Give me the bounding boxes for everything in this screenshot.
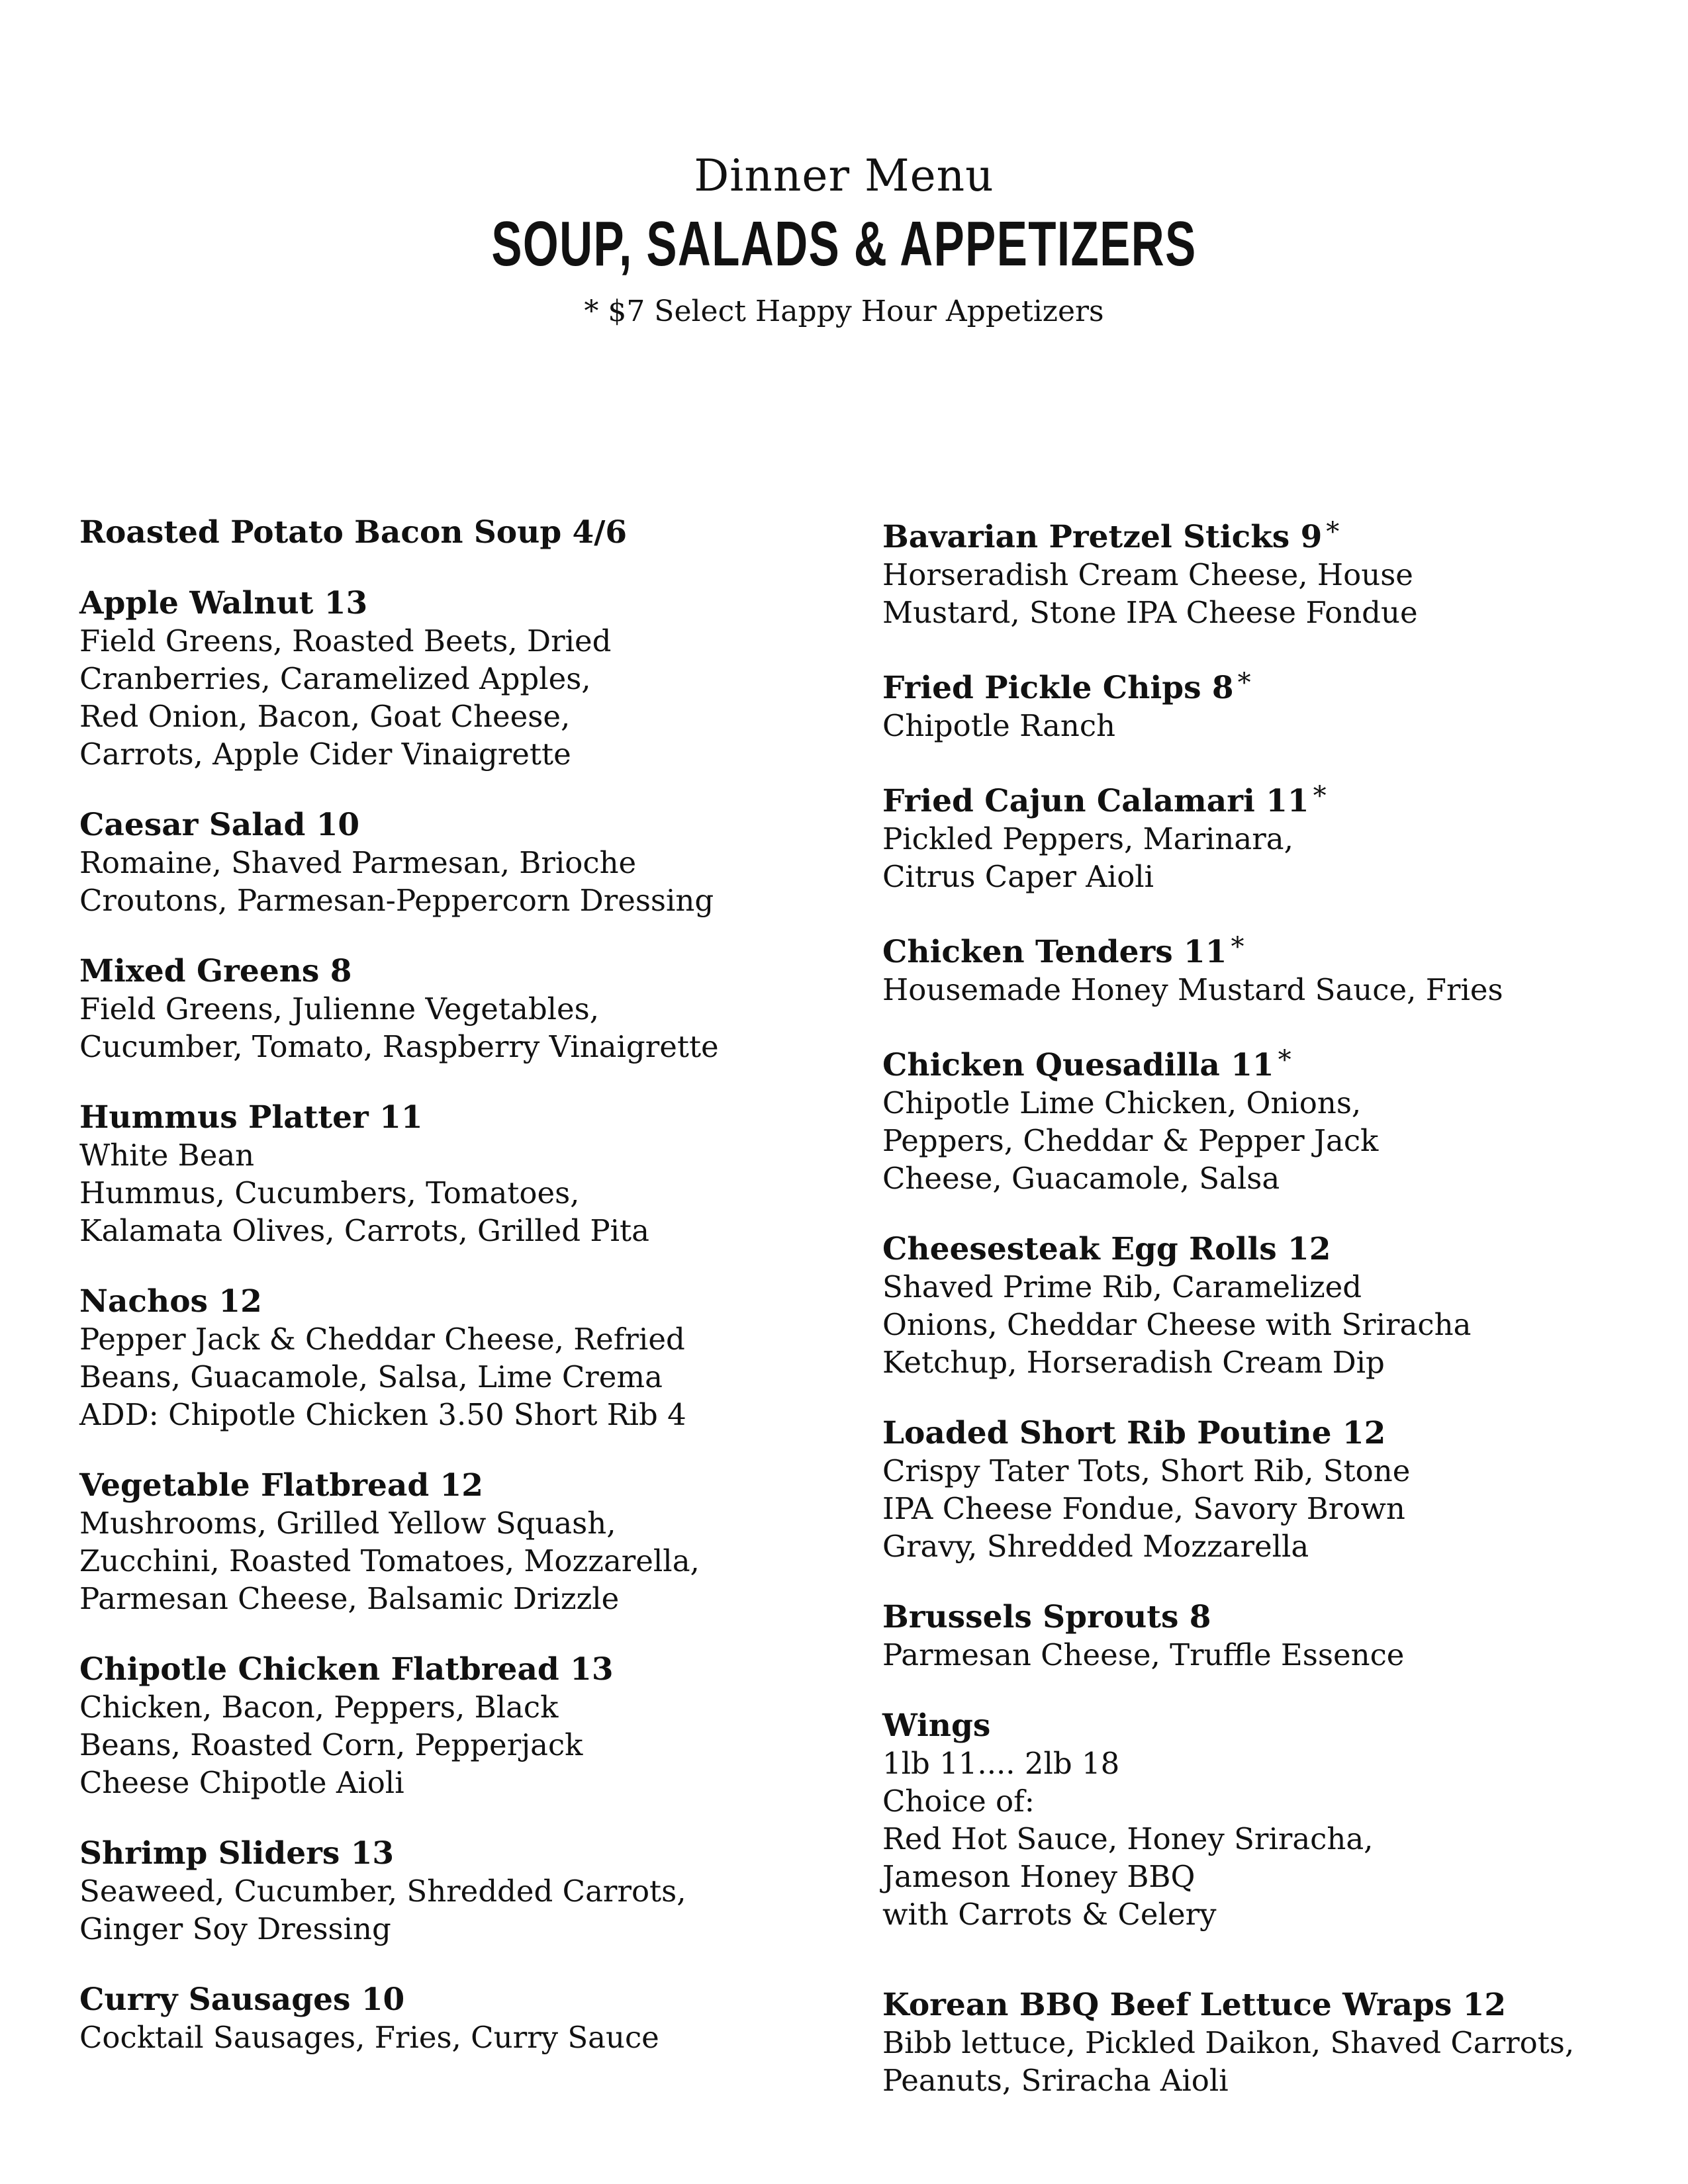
menu-item-description: White Bean Hummus, Cucumbers, Tomatoes, Kalamata Olives, Carrots, Grilled Pita bbox=[79, 1138, 649, 1248]
menu-item bbox=[882, 1707, 1650, 1933]
menu-item-name bbox=[79, 1099, 847, 1136]
page-title: SOUP, SALADS & APPETIZERS bbox=[491, 208, 1197, 279]
menu-column-left bbox=[79, 514, 847, 2089]
menu-item bbox=[882, 1042, 1650, 1197]
happy-hour-note: * $7 Select Happy Hour Appetizers bbox=[584, 294, 1104, 328]
happy-hour-marker: * bbox=[1237, 668, 1251, 698]
menu-header bbox=[0, 152, 1688, 329]
menu-item-description: Pickled Peppers, Marinara, Citrus Caper Aioli bbox=[882, 821, 1293, 894]
menu-item-description: 1lb 11.... 2lb 18 Choice of: Red Hot Sauce, Honey Sriracha, Jameson Honey BBQ with Carrots & Celery bbox=[882, 1746, 1374, 1932]
menu-item-description: Romaine, Shaved Parmesan, Brioche Croutons, Parmesan-Peppercorn Dressing bbox=[79, 845, 714, 918]
menu-item bbox=[79, 1981, 847, 2056]
menu-item-name bbox=[882, 1707, 1650, 1745]
menu-item-title: Chicken Tenders 11 bbox=[882, 934, 1227, 970]
menu-item-title: Chipotle Chicken Flatbread 13 bbox=[79, 1651, 614, 1688]
menu-item-title: Loaded Short Rib Poutine 12 bbox=[882, 1415, 1386, 1451]
menu-item-name bbox=[882, 664, 1650, 707]
menu-item bbox=[882, 664, 1650, 745]
menu-item bbox=[882, 1230, 1650, 1381]
menu-item-name bbox=[79, 806, 847, 844]
menu-item bbox=[882, 1986, 1650, 2099]
menu-column-right bbox=[882, 514, 1650, 2132]
happy-hour-marker: * bbox=[1326, 517, 1340, 547]
menu-item-description: Pepper Jack & Cheddar Cheese, Refried Beans, Guacamole, Salsa, Lime Crema ADD: Chipotle Chicken 3.50 Short Rib 4 bbox=[79, 1322, 686, 1432]
menu-item-name bbox=[79, 1651, 847, 1688]
menu-item-title: Chicken Quesadilla 11 bbox=[882, 1047, 1274, 1083]
happy-hour-marker: * bbox=[1313, 781, 1327, 811]
menu-item-description: Crispy Tater Tots, Short Rib, Stone IPA Cheese Fondue, Savory Brown Gravy, Shredded Mozzarella bbox=[882, 1453, 1411, 1564]
menu-item bbox=[79, 952, 847, 1066]
menu-item-description: Chipotle Ranch bbox=[882, 708, 1116, 743]
menu-item bbox=[882, 929, 1650, 1009]
menu-item-title: Wings bbox=[882, 1707, 991, 1744]
menu-item-title: Mixed Greens 8 bbox=[79, 953, 352, 989]
menu-item-name bbox=[882, 929, 1650, 971]
menu-item bbox=[79, 1835, 847, 1948]
menu-item-name bbox=[79, 1981, 847, 2019]
menu-item-description: Chicken, Bacon, Peppers, Black Beans, Roasted Corn, Pepperjack Cheese Chipotle Aioli bbox=[79, 1690, 583, 1800]
menu-item-description: Field Greens, Julienne Vegetables, Cucumber, Tomato, Raspberry Vinaigrette bbox=[79, 991, 719, 1064]
menu-item bbox=[79, 584, 847, 773]
menu-item-description: Cocktail Sausages, Fries, Curry Sauce bbox=[79, 2020, 659, 2055]
menu-item-name bbox=[79, 1467, 847, 1504]
menu-item bbox=[882, 514, 1650, 631]
menu-item-name bbox=[79, 514, 847, 551]
menu-item-title: Korean BBQ Beef Lettuce Wraps 12 bbox=[882, 1987, 1507, 2023]
menu-item bbox=[79, 1099, 847, 1250]
menu-item-title: Caesar Salad 10 bbox=[79, 807, 360, 843]
happy-hour-marker: * bbox=[1231, 932, 1244, 962]
menu-item-title: Shrimp Sliders 13 bbox=[79, 1835, 395, 1872]
menu-item-name bbox=[79, 1283, 847, 1320]
menu-subtitle: Dinner Menu bbox=[694, 150, 994, 201]
menu-item-title: Fried Cajun Calamari 11 bbox=[882, 783, 1309, 819]
menu-item bbox=[882, 1414, 1650, 1565]
menu-item-name bbox=[79, 952, 847, 990]
happy-hour-marker: * bbox=[1278, 1045, 1291, 1075]
menu-item-name bbox=[882, 1598, 1650, 1636]
menu-item-name bbox=[882, 1042, 1650, 1084]
menu-item bbox=[882, 778, 1650, 895]
menu-item-description: Seaweed, Cucumber, Shredded Carrots, Ginger Soy Dressing bbox=[79, 1874, 686, 1946]
menu-item-description: Shaved Prime Rib, Caramelized Onions, Cheddar Cheese with Sriracha Ketchup, Horseradish Cream Dip bbox=[882, 1269, 1472, 1380]
menu-item-title: Nachos 12 bbox=[79, 1283, 262, 1320]
menu-item-title: Bavarian Pretzel Sticks 9 bbox=[882, 519, 1323, 555]
menu-item-description: Parmesan Cheese, Truffle Essence bbox=[882, 1637, 1405, 1672]
menu-item-description: Horseradish Cream Cheese, House Mustard, Stone IPA Cheese Fondue bbox=[882, 557, 1418, 630]
menu-item-name bbox=[79, 584, 847, 622]
menu-item-title: Curry Sausages 10 bbox=[79, 1981, 405, 2018]
menu-item-title: Cheesesteak Egg Rolls 12 bbox=[882, 1231, 1331, 1267]
menu-item-name bbox=[79, 1835, 847, 1872]
menu-item-description: Bibb lettuce, Pickled Daikon, Shaved Carrots, Peanuts, Sriracha Aioli bbox=[882, 2025, 1575, 2098]
menu-item-name bbox=[882, 1230, 1650, 1268]
menu-item-name bbox=[882, 1986, 1650, 2024]
menu-item-name bbox=[882, 514, 1650, 556]
menu-item-title: Fried Pickle Chips 8 bbox=[882, 670, 1234, 706]
menu-item bbox=[79, 1283, 847, 1433]
menu-item-name bbox=[882, 778, 1650, 820]
menu-item-title: Vegetable Flatbread 12 bbox=[79, 1467, 483, 1504]
menu-item-description: Housemade Honey Mustard Sauce, Fries bbox=[882, 972, 1503, 1007]
menu-item bbox=[79, 806, 847, 919]
menu-item-description: Chipotle Lime Chicken, Onions, Peppers, Cheddar & Pepper Jack Cheese, Guacamole, Salsa bbox=[882, 1085, 1379, 1196]
menu-item-title: Brussels Sprouts 8 bbox=[882, 1599, 1211, 1635]
menu-item-description: Mushrooms, Grilled Yellow Squash, Zucchini, Roasted Tomatoes, Mozzarella, Parmesan Cheese, Balsamic Drizzle bbox=[79, 1506, 700, 1616]
menu-item-title: Roasted Potato Bacon Soup 4/6 bbox=[79, 514, 628, 551]
menu-item-name bbox=[882, 1414, 1650, 1452]
menu-item-title: Apple Walnut 13 bbox=[79, 585, 368, 621]
menu-item-description: Field Greens, Roasted Beets, Dried Cranberries, Caramelized Apples, Red Onion, Bacon, Goat Cheese, Carrots, Apple Cider Vinaigrette bbox=[79, 623, 612, 772]
menu-item bbox=[79, 1467, 847, 1617]
menu-item-title: Hummus Platter 11 bbox=[79, 1099, 423, 1136]
menu-item bbox=[79, 514, 847, 551]
menu-item bbox=[882, 1598, 1650, 1674]
menu-item bbox=[79, 1651, 847, 1801]
